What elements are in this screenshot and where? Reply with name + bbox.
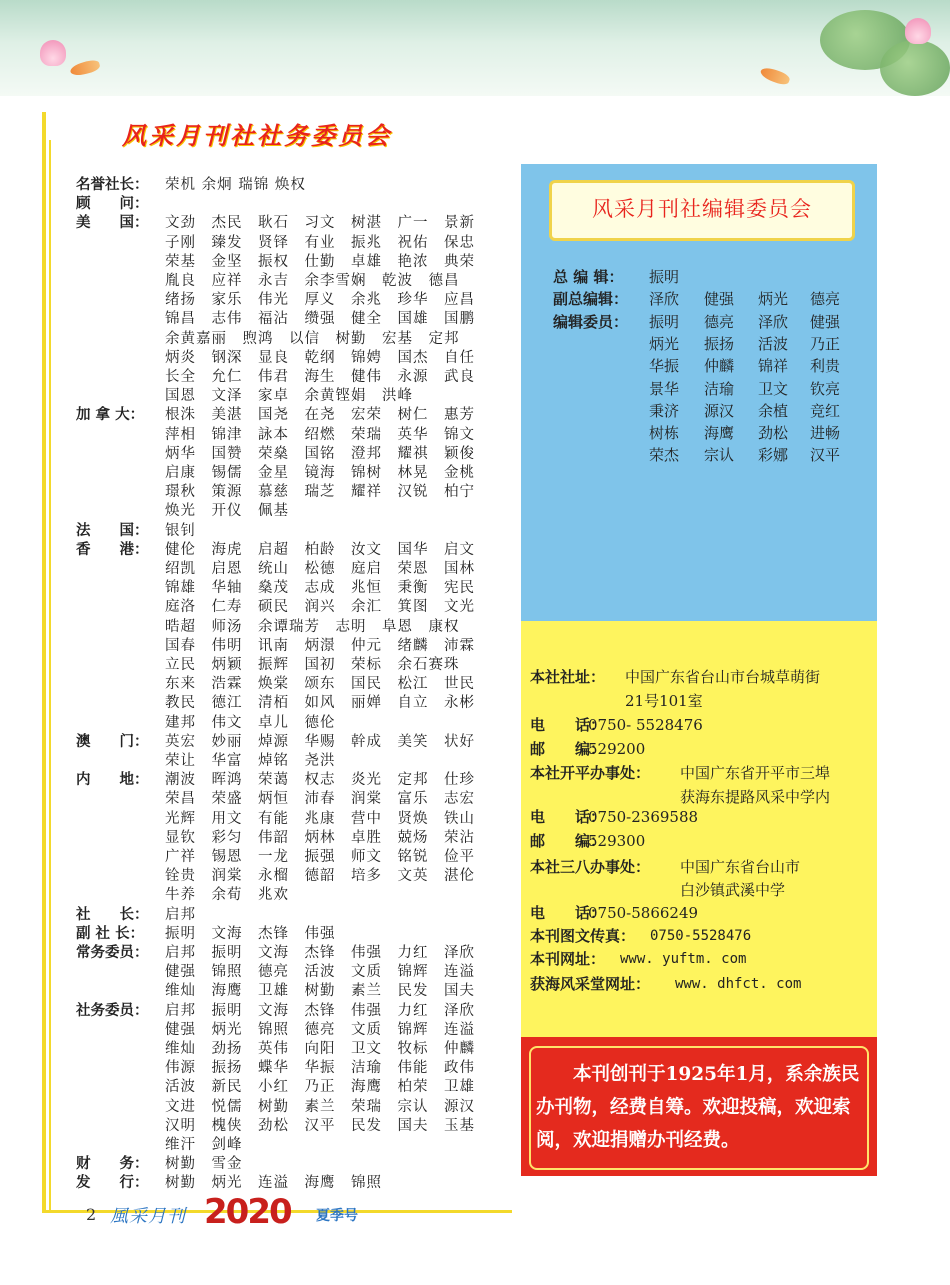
contact-label: 邮 编： bbox=[530, 740, 606, 758]
roster-names: 振明 文海 杰锋 伟强 bbox=[165, 925, 336, 942]
roster-row bbox=[76, 1002, 486, 1021]
roster-names: 文进 悦儒 树勤 素兰 荣瑞 宗认 源汉 bbox=[165, 1098, 475, 1115]
editorial-name: 宗认 bbox=[704, 446, 735, 465]
roster-names: 伟源 振扬 蝶华 华振 洁瑜 伟能 政伟 bbox=[165, 1060, 475, 1077]
editorial-name: 德亮 bbox=[810, 290, 841, 309]
committee-title: 风采月刊社社务委员会 bbox=[122, 121, 392, 150]
editorial-label: 总 编 辑： bbox=[553, 268, 624, 286]
roster-names: 立民 炳颖 振辉 国初 荣标 余石赛珠 bbox=[165, 657, 460, 673]
roster-names: 铨贵 润棠 永榴 德韶 培多 文英 湛伦 bbox=[165, 868, 475, 885]
roster-names: 荣机 余炯 瑞锦 焕权 bbox=[165, 177, 306, 193]
roster-names: 建邦 伟文 卓儿 德伦 bbox=[165, 714, 336, 731]
roster-row bbox=[76, 1155, 486, 1174]
lotus-leaf-icon bbox=[880, 40, 950, 96]
roster-names: 启邦 振明 文海 杰锋 伟强 力红 泽欣 bbox=[165, 945, 475, 961]
roster-row bbox=[76, 310, 486, 329]
roster-row bbox=[76, 1117, 486, 1136]
editorial-name: 海鹰 bbox=[704, 424, 735, 443]
roster-label: 名誉社长： bbox=[76, 177, 149, 193]
contact-value: 0750-2369588 bbox=[588, 808, 699, 826]
roster-row bbox=[76, 464, 486, 483]
roster-label: 财 务： bbox=[76, 1156, 149, 1173]
roster-row bbox=[76, 714, 486, 733]
roster-names: 荣昌 荣盛 炳恒 沛春 润棠 富乐 志宏 bbox=[165, 791, 475, 808]
roster-names: 璟秋 策源 慕慈 瑞芝 耀祥 汉锐 柏宁 bbox=[165, 484, 475, 501]
frame-line bbox=[49, 140, 51, 1210]
roster-names: 牛养 余荀 兆欢 bbox=[165, 887, 289, 904]
contact-label: 本社社址： bbox=[530, 668, 606, 686]
roster-row bbox=[76, 886, 486, 905]
roster-row bbox=[76, 579, 486, 598]
roster-row bbox=[76, 656, 486, 675]
roster-names: 英宏 妙丽 焯源 华赐 幹成 美笑 状好 bbox=[165, 733, 475, 750]
roster-row bbox=[76, 1040, 486, 1059]
roster-row bbox=[76, 906, 486, 925]
roster-row bbox=[76, 867, 486, 886]
editorial-name: 利贵 bbox=[810, 357, 841, 376]
contact-label: 本刊网址： bbox=[530, 950, 606, 968]
editorial-name: 洁瑜 bbox=[704, 379, 735, 398]
contact-value: 529200 bbox=[588, 740, 646, 758]
contact-label: 本社三八办事处： bbox=[530, 858, 651, 876]
contact-label: 本社开平办事处： bbox=[530, 764, 651, 782]
roster-names: 潮波 晖鸿 荣蔼 权志 炎光 定邦 仕珍 bbox=[165, 772, 475, 789]
roster-label: 发 行： bbox=[76, 1175, 149, 1192]
roster-names: 锦雄 华轴 燊茂 志成 兆恒 秉衡 宪民 bbox=[165, 580, 475, 597]
contact-row bbox=[530, 879, 870, 901]
frame-line bbox=[42, 112, 46, 1212]
editorial-name: 健强 bbox=[704, 290, 735, 309]
roster-row bbox=[76, 1174, 486, 1193]
roster-names: 启邦 bbox=[165, 906, 196, 923]
roster-row bbox=[76, 406, 486, 425]
roster-names: 荣让 华富 焯铭 尧洪 bbox=[165, 753, 336, 769]
roster-names: 长全 允仁 伟君 海生 健伟 永源 武良 bbox=[165, 369, 475, 385]
roster-names: 树勤 炳光 连溢 海鹰 锦照 bbox=[165, 1175, 382, 1192]
editorial-name: 汉平 bbox=[810, 446, 841, 465]
roster-label: 顾 问： bbox=[76, 196, 149, 213]
roster-row bbox=[76, 925, 486, 944]
contact-row bbox=[530, 973, 870, 995]
roster-row bbox=[76, 445, 486, 464]
roster-row bbox=[76, 330, 486, 349]
roster-names: 维灿 海鹰 卫雄 树勤 素兰 民发 国夫 bbox=[165, 983, 475, 1000]
roster-names: 萍相 锦津 詠本 绍燃 荣瑞 英华 锦文 bbox=[165, 426, 475, 443]
roster-row bbox=[76, 771, 486, 790]
editorial-name: 泽欣 bbox=[758, 312, 789, 331]
contact-row bbox=[530, 856, 870, 878]
roster-row bbox=[76, 291, 486, 310]
roster-label: 加 拿 大： bbox=[76, 407, 145, 424]
roster-row bbox=[76, 1078, 486, 1097]
issue-year: 2020 bbox=[204, 1192, 291, 1232]
roster-names: 健强 锦照 德亮 活波 文质 锦辉 连溢 bbox=[165, 964, 475, 981]
roster-row bbox=[76, 253, 486, 272]
contact-label: 电 话： bbox=[530, 904, 606, 922]
contact-label: 获海风采堂网址： bbox=[530, 975, 651, 993]
roster-label: 内 地： bbox=[76, 772, 149, 789]
contact-label: 电 话： bbox=[530, 716, 606, 734]
notice-text: 本刊创刊于1925年1月，系余族民办刊物，经费自筹。欢迎投稿，欢迎索阅，欢迎捐赠办刊经费。 bbox=[536, 1064, 860, 1151]
roster-label: 社 长： bbox=[76, 906, 149, 923]
editorial-name: 景华 bbox=[649, 379, 680, 398]
roster-row bbox=[76, 1021, 486, 1040]
roster-names: 绍凯 启恩 统山 松德 庭启 荣恩 国林 bbox=[165, 561, 475, 577]
contact-row bbox=[530, 830, 870, 852]
contact-row bbox=[530, 806, 870, 828]
contact-value: 中国广东省台山市台城草萌街 bbox=[625, 668, 821, 686]
roster-names: 光辉 用文 有能 兆康 营中 贤焕 铁山 bbox=[165, 810, 475, 827]
editorial-name: 锦祥 bbox=[758, 357, 789, 376]
editorial-row bbox=[553, 267, 873, 288]
roster-row bbox=[76, 234, 486, 253]
roster-row bbox=[76, 694, 486, 713]
contact-row bbox=[530, 786, 870, 808]
header-banner bbox=[0, 0, 950, 96]
contact-value: www. yuftm. com bbox=[620, 951, 747, 967]
roster-names: 维汗 剑峰 bbox=[165, 1137, 243, 1153]
roster-label: 澳 门： bbox=[76, 733, 149, 750]
roster-row bbox=[76, 176, 486, 195]
editorial-row bbox=[553, 379, 873, 400]
roster-row bbox=[76, 214, 486, 233]
roster-row bbox=[76, 426, 486, 445]
roster-row bbox=[76, 541, 486, 560]
fish-icon bbox=[69, 58, 101, 77]
roster-names: 炳炎 钢深 显良 乾纲 锦娉 国杰 自任 bbox=[165, 349, 475, 366]
editorial-name: 秉济 bbox=[649, 401, 680, 420]
editorial-row bbox=[553, 289, 873, 310]
roster-names: 启康 锡儒 金星 镜海 锦树 林晃 金桃 bbox=[165, 465, 475, 481]
roster-names: 汉明 槐侠 劲松 汉平 民发 国夫 玉基 bbox=[165, 1117, 475, 1134]
roster-row bbox=[76, 522, 486, 541]
contact-row bbox=[530, 714, 870, 736]
roster-row bbox=[76, 349, 486, 368]
roster-row bbox=[76, 195, 486, 214]
roster-row bbox=[76, 1098, 486, 1117]
roster-names: 银钊 bbox=[165, 522, 196, 539]
contact-row bbox=[530, 762, 870, 784]
editorial-name: 炳光 bbox=[649, 334, 680, 353]
roster-row bbox=[76, 598, 486, 617]
roster-row bbox=[76, 790, 486, 809]
contact-row bbox=[530, 690, 870, 712]
editorial-name: 德亮 bbox=[704, 312, 735, 331]
roster-label: 香 港： bbox=[76, 541, 149, 558]
editorial-name: 振扬 bbox=[704, 334, 735, 353]
editorial-name: 振明 bbox=[649, 268, 680, 286]
roster-names: 文劲 杰民 耿石 习文 树湛 广一 景新 bbox=[165, 215, 475, 232]
editorial-name: 乃正 bbox=[810, 334, 841, 353]
editorial-name: 振明 bbox=[649, 312, 680, 331]
editorial-name: 源汉 bbox=[704, 401, 735, 420]
roster-row bbox=[76, 848, 486, 867]
editorial-name: 华振 bbox=[649, 357, 680, 376]
roster-row bbox=[76, 963, 486, 982]
roster-names: 胤良 应祥 永吉 余李雪娴 乾波 德昌 bbox=[165, 273, 460, 289]
contact-label: 本刊图文传真： bbox=[530, 927, 636, 945]
roster-names: 健强 炳光 锦照 德亮 文质 锦辉 连溢 bbox=[165, 1021, 475, 1038]
magazine-name: 風采月刊 bbox=[110, 1206, 186, 1227]
roster-row bbox=[76, 675, 486, 694]
roster-row bbox=[76, 618, 486, 637]
editorial-row bbox=[553, 312, 873, 333]
editorial-name: 劲松 bbox=[758, 424, 789, 443]
roster-row bbox=[76, 502, 486, 521]
contact-row bbox=[530, 738, 870, 760]
editorial-name: 泽欣 bbox=[649, 290, 680, 309]
roster-names: 荣基 金坚 振权 仕勤 卓雄 艳浓 典荣 bbox=[165, 253, 475, 270]
roster-label: 法 国： bbox=[76, 522, 149, 539]
editorial-name: 健强 bbox=[810, 312, 841, 331]
contact-label: 邮 编： bbox=[530, 832, 606, 850]
contact-value: www. dhfct. com bbox=[675, 976, 802, 992]
roster-row bbox=[76, 810, 486, 829]
roster-row bbox=[76, 1059, 486, 1078]
editorial-name: 炳光 bbox=[758, 290, 789, 309]
editorial-row bbox=[553, 356, 873, 377]
contact-row bbox=[530, 925, 870, 947]
roster-row bbox=[76, 982, 486, 1001]
editorial-row bbox=[553, 401, 873, 422]
page-number: 2 bbox=[86, 1205, 97, 1224]
contact-row bbox=[530, 948, 870, 970]
roster-names: 维灿 劲扬 英伟 向阳 卫文 牧标 仲麟 bbox=[165, 1041, 475, 1057]
roster-names: 余黄嘉丽 煦鸿 以信 树勤 宏基 定邦 bbox=[165, 330, 460, 347]
roster-names: 炳华 国赞 荣燊 国铭 澄邦 耀祺 颖俊 bbox=[165, 445, 475, 462]
roster-row bbox=[76, 368, 486, 387]
roster-names: 显钦 彩匀 伟韶 炳林 卓胜 兢炀 荣沾 bbox=[165, 829, 475, 846]
roster-names: 活波 新民 小红 乃正 海鹰 柏荣 卫雄 bbox=[165, 1079, 475, 1096]
lotus-icon bbox=[40, 40, 66, 66]
lotus-icon bbox=[905, 18, 931, 44]
editorial-row bbox=[553, 445, 873, 466]
editorial-title: 风采月刊社编辑委员会 bbox=[549, 180, 855, 241]
roster-row bbox=[76, 272, 486, 291]
roster-names: 健伦 海虎 启超 柏龄 汝文 国华 启文 bbox=[165, 541, 475, 558]
roster-row bbox=[76, 829, 486, 848]
editorial-name: 竞红 bbox=[810, 401, 841, 420]
contact-value: 中国广东省开平市三埠 bbox=[680, 764, 831, 782]
issue-season: 夏季号 bbox=[316, 1208, 358, 1224]
roster-names: 国春 伟明 讯南 炳澋 仲元 绪麟 沛霖 bbox=[165, 637, 475, 654]
roster-names: 根洙 美湛 国尧 在尧 宏荣 树仁 惠芳 bbox=[165, 407, 475, 424]
contact-row bbox=[530, 666, 870, 688]
contact-value: 21号101室 bbox=[625, 692, 703, 710]
roster-row bbox=[76, 560, 486, 579]
roster-names: 东来 浩霖 焕棠 颂东 国民 松江 世民 bbox=[165, 676, 475, 693]
roster-row bbox=[76, 637, 486, 656]
roster-row bbox=[76, 733, 486, 752]
contact-value: 白沙镇武溪中学 bbox=[680, 881, 786, 899]
roster-row bbox=[76, 752, 486, 771]
editorial-name: 卫文 bbox=[758, 379, 789, 398]
roster-names: 焕光 开仪 佩基 bbox=[165, 503, 289, 520]
roster-names: 启邦 振明 文海 杰锋 伟强 力红 泽欣 bbox=[165, 1002, 475, 1019]
roster-names: 晧超 师汤 余谭瑞芳 志明 阜恩 康权 bbox=[165, 618, 460, 635]
editorial-label: 编辑委员： bbox=[553, 312, 629, 331]
editorial-name: 活波 bbox=[758, 334, 789, 353]
roster-names: 树勤 雪金 bbox=[165, 1156, 243, 1173]
editorial-name: 钦亮 bbox=[810, 379, 841, 398]
roster-label: 社务委员： bbox=[76, 1002, 149, 1019]
editorial-row bbox=[553, 334, 873, 355]
page-footer bbox=[86, 1192, 386, 1236]
roster-names: 广祥 锡恩 一龙 振强 师文 铭锐 俭平 bbox=[165, 849, 475, 865]
editorial-row bbox=[553, 423, 873, 444]
contact-value: 中国广东省台山市 bbox=[680, 858, 801, 876]
contact-value: 529300 bbox=[588, 832, 646, 850]
contact-value: 获海东提路风采中学内 bbox=[680, 788, 831, 806]
roster-row bbox=[76, 483, 486, 502]
contact-label: 电 话： bbox=[530, 808, 606, 826]
editorial-label: 副总编辑： bbox=[553, 290, 629, 309]
roster-label: 常务委员： bbox=[76, 945, 149, 961]
roster-names: 国恩 文泽 家卓 余黄铿娟 洪峰 bbox=[165, 388, 413, 405]
roster-names: 子刚 臻发 贤铎 有业 振兆 祝佑 保忠 bbox=[165, 234, 475, 251]
roster-label: 副 社 长： bbox=[76, 925, 145, 942]
editorial-name: 进畅 bbox=[810, 424, 841, 443]
fish-icon bbox=[759, 65, 791, 87]
roster-names: 绪扬 家乐 伟光 厚义 余兆 珍华 应昌 bbox=[165, 292, 475, 309]
editorial-name: 仲麟 bbox=[704, 357, 735, 376]
contact-value: 0750- 5528476 bbox=[588, 716, 703, 734]
roster-row bbox=[76, 1136, 486, 1155]
editorial-name: 荣杰 bbox=[649, 446, 680, 465]
roster-row bbox=[76, 944, 486, 963]
editorial-name: 余植 bbox=[758, 401, 789, 420]
editorial-name: 彩娜 bbox=[758, 446, 789, 465]
roster-row bbox=[76, 387, 486, 406]
roster-label: 美 国： bbox=[76, 215, 149, 232]
editorial-name: 树栋 bbox=[649, 424, 680, 443]
contact-value: 0750-5866249 bbox=[588, 904, 699, 922]
roster-names: 教民 德江 清栢 如风 丽婵 自立 永彬 bbox=[165, 695, 475, 712]
contact-row bbox=[530, 902, 870, 924]
roster-names: 庭洛 仁寿 硕民 润兴 余汇 箕图 文光 bbox=[165, 599, 475, 616]
roster-names: 锦昌 志伟 福沾 缵强 健全 国雄 国鹏 bbox=[165, 311, 475, 328]
contact-value: 0750-5528476 bbox=[650, 928, 752, 944]
